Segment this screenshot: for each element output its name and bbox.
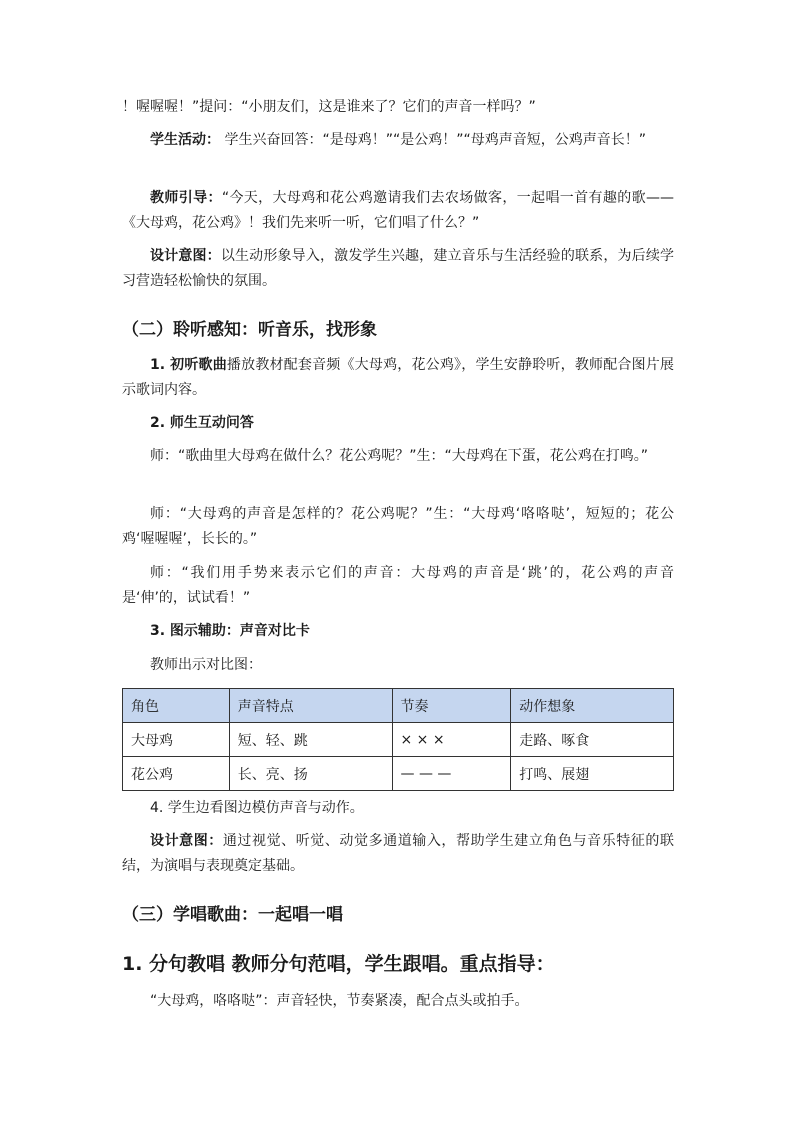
item3-label: 3. 图示辅助：声音对比卡	[150, 623, 310, 639]
design-intent-text: 以生动形象导入，激发学生兴趣，建立音乐与生活经验的联系，为后续学习营造轻松愉快的氛围。	[122, 248, 675, 289]
item2-label: 2. 师生互动问答	[150, 415, 254, 431]
item4-paragraph: 4. 学生边看图边模仿声音与动作。	[150, 800, 364, 816]
section3-line1: “大母鸡，咯咯哒”：声音轻快，节奏紧凑，配合点头或拍手。	[150, 993, 529, 1009]
section-heading-3: （三）学唱歌曲：一起唱一唱	[122, 905, 343, 925]
teacher-guide-paragraph	[122, 186, 674, 236]
table-cell: 花公鸡	[123, 757, 230, 791]
design-intent-paragraph-2	[122, 829, 674, 879]
design-intent-label: 设计意图：	[150, 248, 221, 264]
design-intent-text: 通过视觉、听觉、动觉多通道输入，帮助学生建立角色与音乐特征的联结，为演唱与表现奠定基础。	[122, 833, 675, 874]
table-row	[123, 757, 674, 791]
qa-paragraph-3: 师：“我们用手势来表示它们的声音：大母鸡的声音是‘跳’的，花公鸡的声音是‘伸’的，试试看！”	[122, 565, 674, 606]
item1-text: 播放教材配套音频《大母鸡，花公鸡》，学生安静聆听，教师配合图片展示歌词内容。	[122, 357, 675, 398]
table-cell: 大母鸡	[123, 723, 230, 757]
teacher-guide-label: 教师引导：	[150, 190, 222, 206]
table-header-row	[123, 689, 674, 723]
table-row	[123, 723, 674, 757]
student-activity-paragraph	[122, 128, 674, 153]
table-header: 声音特点	[229, 689, 392, 723]
comparison-table	[122, 688, 674, 791]
table-header: 动作想象	[511, 689, 674, 723]
item1-label: 1. 初听歌曲	[150, 357, 227, 373]
student-activity-label: 学生活动：	[150, 132, 220, 148]
table-cell: 打鸣、展翅	[511, 757, 674, 791]
qa-paragraph-2: 师：“大母鸡的声音是怎样的？花公鸡呢？”生：“大母鸡‘咯咯哒’，短短的；花公鸡‘喔喔喔’，长长的。”	[122, 506, 674, 547]
table-cell: — — —	[392, 757, 511, 791]
table-cell: × × ×	[392, 723, 511, 757]
item1-paragraph	[122, 353, 674, 403]
student-activity-text: 学生兴奋回答：“是母鸡！”“是公鸡！”“母鸡声音短，公鸡声音长！”	[220, 132, 646, 148]
table-cell: 短、轻、跳	[229, 723, 392, 757]
table-cell: 走路、啄食	[511, 723, 674, 757]
table-cell: 长、亮、扬	[229, 757, 392, 791]
design-intent-label: 设计意图：	[150, 833, 223, 849]
design-intent-paragraph	[122, 244, 674, 294]
section-heading-2: （二）聆听感知：听音乐，找形象	[122, 320, 377, 340]
table-header: 角色	[123, 689, 230, 723]
item3-intro: 教师出示对比图：	[150, 657, 262, 673]
teacher-guide-text: “今天，大母鸡和花公鸡邀请我们去农场做客，一起唱一首有趣的歌——《大母鸡，花公鸡》！我们先来听一听，它们唱了什么？”	[122, 190, 674, 231]
subheading-1: 1. 分句教唱 教师分句范唱，学生跟唱。重点指导：	[122, 953, 555, 975]
qa-paragraph-1: 师：“歌曲里大母鸡在做什么？花公鸡呢？”生：“大母鸡在下蛋，花公鸡在打鸣。”	[150, 448, 649, 464]
intro-line: ！喔喔喔！”提问：“小朋友们，这是谁来了？它们的声音一样吗？”	[122, 99, 536, 115]
table-header: 节奏	[392, 689, 511, 723]
